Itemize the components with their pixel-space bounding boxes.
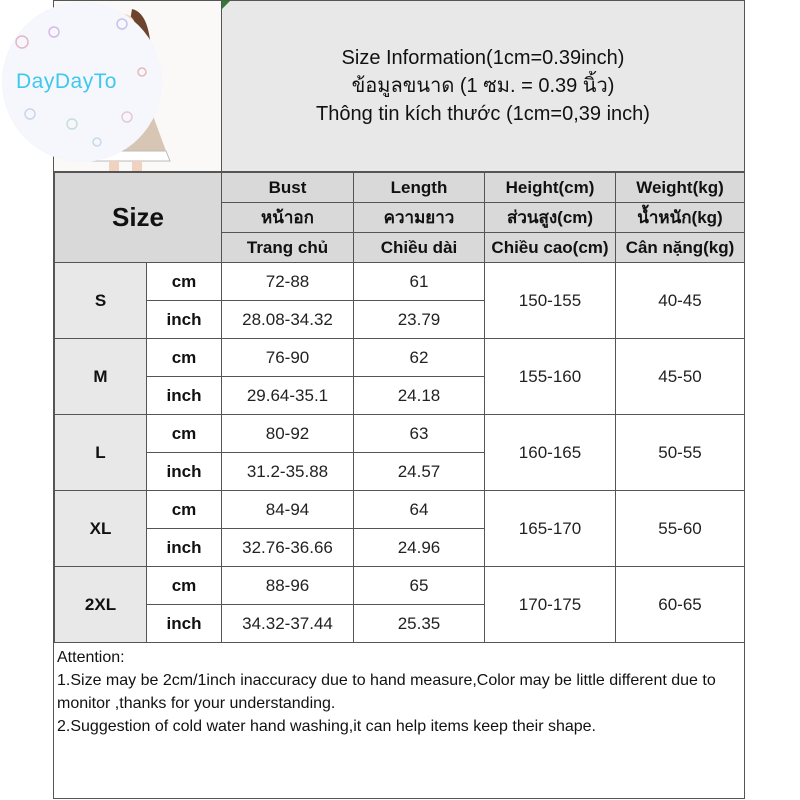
height-value: 165-170 [485, 491, 616, 567]
header-thai: ข้อมูลขนาด (1 ซม. = 0.39 นิ้ว) [351, 75, 615, 97]
table-row [55, 567, 745, 605]
length-inch-value: 24.57 [354, 453, 485, 491]
header-english: Size Information(1cm=0.39inch) [341, 47, 625, 69]
column-height-en: Height(cm) [485, 173, 616, 203]
logo-text: DayDayTo [16, 70, 117, 93]
size-table [54, 172, 745, 643]
size-information-header [222, 1, 744, 172]
bust-inch-value: 32.76-36.66 [222, 529, 354, 567]
unit-inch: inch [147, 605, 222, 643]
bust-inch-value: 29.64-35.1 [222, 377, 354, 415]
column-weight-th: น้ำหนัก(kg) [616, 203, 745, 233]
length-inch-value: 24.18 [354, 377, 485, 415]
column-length-en: Length [354, 173, 485, 203]
attention-notes [54, 644, 744, 740]
length-cm-value: 64 [354, 491, 485, 529]
weight-value: 55-60 [616, 491, 745, 567]
size-label: 2XL [55, 567, 147, 643]
unit-cm: cm [147, 263, 222, 301]
weight-value: 45-50 [616, 339, 745, 415]
height-value: 170-175 [485, 567, 616, 643]
unit-cm: cm [147, 567, 222, 605]
unit-inch: inch [147, 453, 222, 491]
length-inch-value: 25.35 [354, 605, 485, 643]
length-cm-value: 62 [354, 339, 485, 377]
unit-cm: cm [147, 339, 222, 377]
bust-cm-value: 88-96 [222, 567, 354, 605]
header-row-english [55, 173, 745, 203]
unit-cm: cm [147, 491, 222, 529]
bust-inch-value: 28.08-34.32 [222, 301, 354, 339]
length-cm-value: 63 [354, 415, 485, 453]
header-vietnamese: Thông tin kích thước (1cm=0,39 inch) [316, 103, 650, 125]
bust-cm-value: 72-88 [222, 263, 354, 301]
column-weight-vi: Cân nặng(kg) [616, 233, 745, 263]
table-row [55, 491, 745, 529]
column-length-vi: Chiều dài [354, 233, 485, 263]
length-inch-value: 23.79 [354, 301, 485, 339]
unit-cm: cm [147, 415, 222, 453]
length-inch-value: 24.96 [354, 529, 485, 567]
column-bust-th: หน้าอก [222, 203, 354, 233]
column-height-vi: Chiều cao(cm) [485, 233, 616, 263]
notes-title: Attention: [57, 649, 125, 666]
weight-value: 50-55 [616, 415, 745, 491]
table-row [55, 263, 745, 301]
length-cm-value: 61 [354, 263, 485, 301]
notes-line-2: 2.Suggestion of cold water hand washing,it can help items keep their shape. [57, 718, 596, 735]
bust-inch-value: 31.2-35.88 [222, 453, 354, 491]
table-row [55, 415, 745, 453]
unit-inch: inch [147, 377, 222, 415]
bust-inch-value: 34.32-37.44 [222, 605, 354, 643]
size-label: M [55, 339, 147, 415]
column-bust-en: Bust [222, 173, 354, 203]
notes-line-1: 1.Size may be 2cm/1inch inaccuracy due to hand measure,Color may be little different due to monitor ,thanks for your understanding. [57, 672, 716, 712]
height-value: 155-160 [485, 339, 616, 415]
corner-mark-icon [222, 1, 230, 9]
bust-cm-value: 84-94 [222, 491, 354, 529]
column-length-th: ความยาว [354, 203, 485, 233]
weight-value: 40-45 [616, 263, 745, 339]
column-height-th: ส่วนสูง(cm) [485, 203, 616, 233]
column-bust-vi: Trang chủ [222, 233, 354, 263]
size-label: L [55, 415, 147, 491]
brand-logo [2, 2, 162, 162]
bust-cm-value: 80-92 [222, 415, 354, 453]
table-row [55, 339, 745, 377]
size-label: S [55, 263, 147, 339]
bust-cm-value: 76-90 [222, 339, 354, 377]
unit-inch: inch [147, 529, 222, 567]
size-label: XL [55, 491, 147, 567]
unit-inch: inch [147, 301, 222, 339]
height-value: 150-155 [485, 263, 616, 339]
height-value: 160-165 [485, 415, 616, 491]
weight-value: 60-65 [616, 567, 745, 643]
length-cm-value: 65 [354, 567, 485, 605]
column-weight-en: Weight(kg) [616, 173, 745, 203]
size-title: Size [55, 173, 222, 263]
